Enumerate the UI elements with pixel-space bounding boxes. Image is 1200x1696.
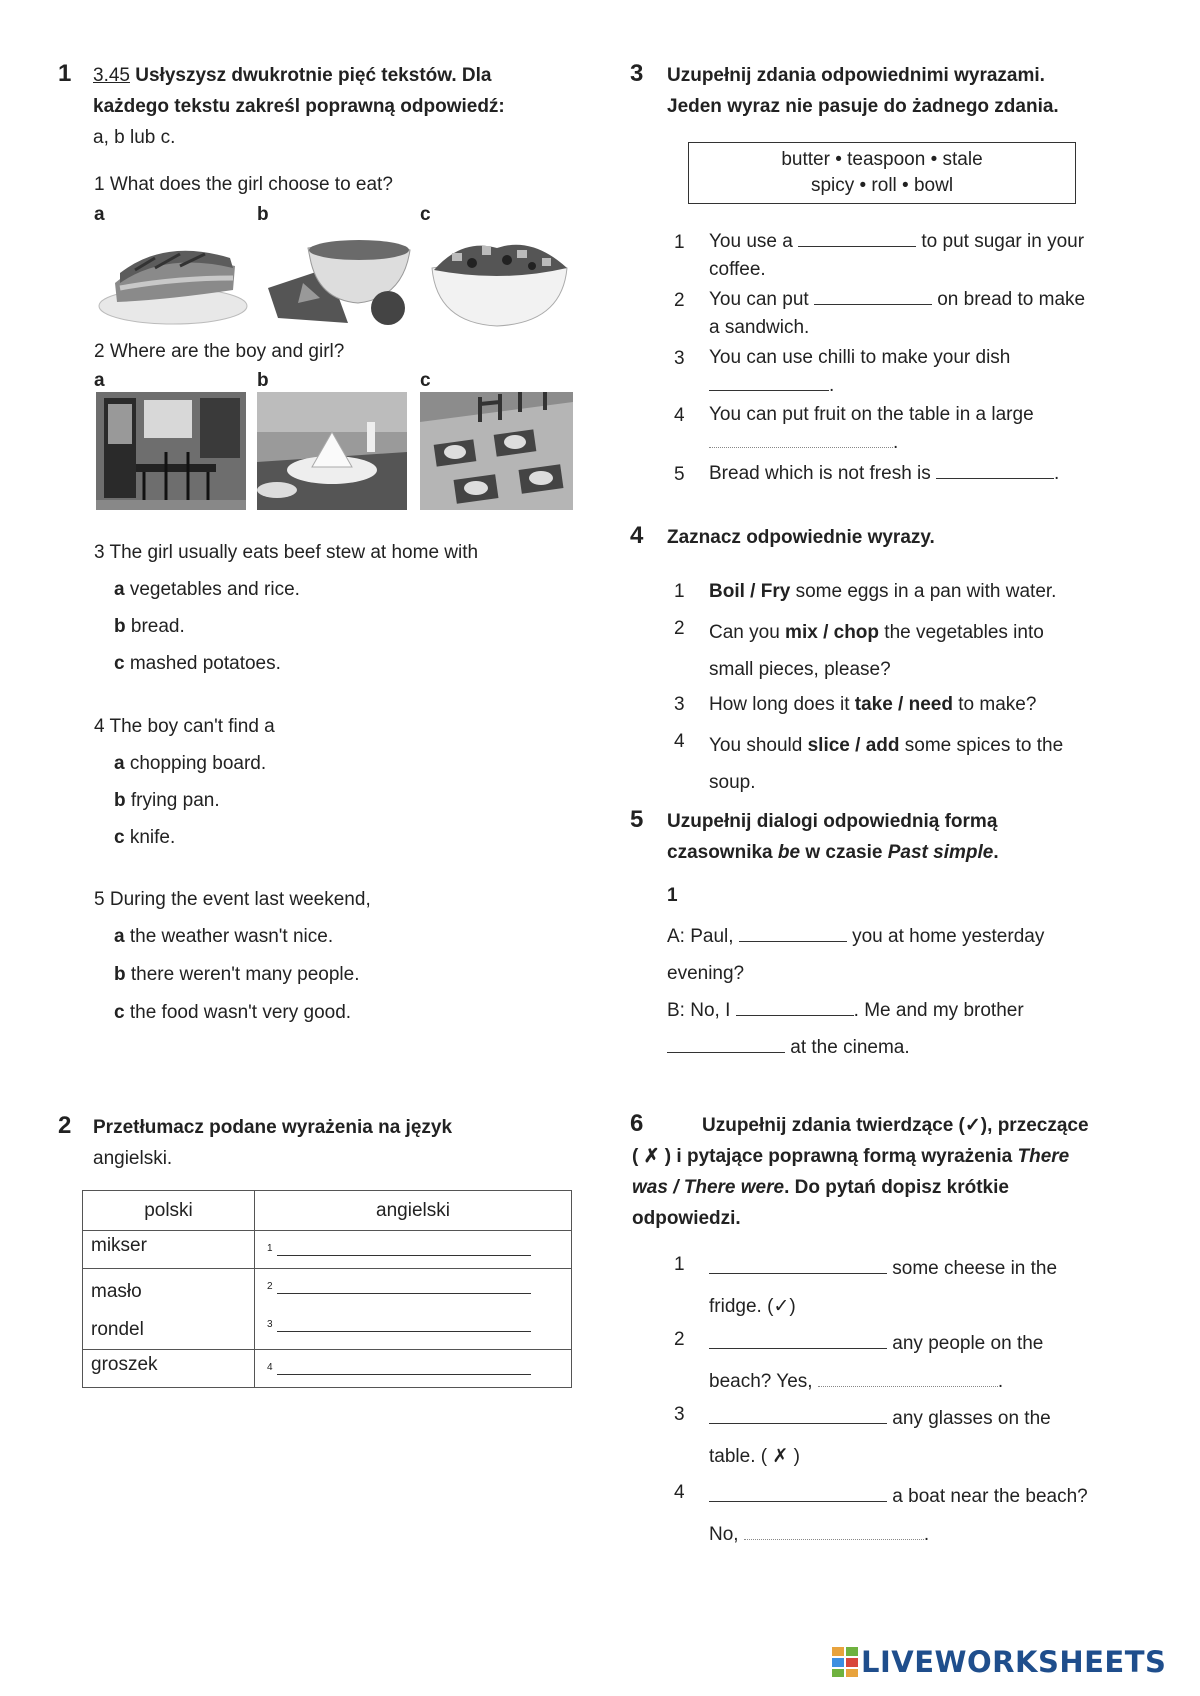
sentence-choice-4: You should slice / add some spices to the soup.: [709, 735, 1064, 793]
item-number: 2: [674, 618, 685, 639]
question-5-stem: 5 During the event last weekend,: [94, 889, 371, 910]
option-label: c: [420, 370, 431, 391]
answer-cell[interactable]: [255, 1350, 572, 1388]
logo-grid-icon: [832, 1647, 858, 1677]
sentence-choice-3: How long does it take / need to make?: [709, 694, 1037, 715]
column-header-english: angielski: [255, 1191, 572, 1231]
word-choice[interactable]: mix / chop: [785, 622, 880, 643]
exercise-6-number: 6: [630, 1110, 644, 1137]
option-label: b: [257, 204, 269, 225]
blank-input[interactable]: [709, 1255, 887, 1274]
question-1-text: 1 What does the girl choose to eat?: [94, 174, 393, 195]
kitchen-photo[interactable]: [96, 392, 246, 510]
sentence-6-4: a boat near the beach? No, .: [709, 1478, 1169, 1554]
instruction-line: a, b lub c.: [93, 127, 176, 148]
item-number: 4: [674, 731, 685, 752]
polish-word: groszek: [83, 1350, 255, 1388]
question-2-text: 2 Where are the boy and girl?: [94, 341, 345, 362]
option-5b[interactable]: b there weren't many people.: [114, 964, 360, 985]
answer-number: 2: [267, 1281, 273, 1292]
short-answer-blank[interactable]: [744, 1521, 924, 1540]
instruction-line: Uzupełnij zdania odpowiednimi wyrazami.: [667, 65, 1045, 86]
question-3-stem: 3 The girl usually eats beef stew at home with: [94, 542, 479, 563]
answer-line[interactable]: [277, 1255, 531, 1256]
item-number: 5: [674, 464, 685, 485]
exercise-5-instruction: Uzupełnij dialogi odpowiednią formą czasownika be w czasie Past simple.: [667, 811, 999, 863]
question-4-stem: 4 The boy can't find a: [94, 716, 275, 737]
blank-input[interactable]: [709, 429, 893, 448]
exercise-5-number: 5: [630, 806, 644, 833]
instruction-line: Usłyszysz dwukrotnie pięć tekstów. Dla: [135, 65, 492, 86]
liveworksheets-logo: [832, 1642, 1166, 1682]
option-label: a: [94, 204, 105, 225]
track-number: 3.45: [93, 65, 130, 86]
answer-line[interactable]: [277, 1331, 531, 1332]
option-3a[interactable]: a vegetables and rice.: [114, 579, 300, 600]
option-4a[interactable]: a chopping board.: [114, 753, 267, 774]
blank-input[interactable]: [814, 286, 932, 305]
instruction-line: Uzupełnij zdania twierdzące (✓), przeczące: [702, 1115, 1089, 1136]
option-5a[interactable]: a the weather wasn't nice.: [114, 926, 334, 947]
blank-input[interactable]: [709, 1330, 887, 1349]
blank-input[interactable]: [736, 997, 854, 1016]
exercise-2-instruction: [93, 1112, 553, 1174]
item-number: 4: [674, 1482, 685, 1503]
item-number: 2: [674, 1329, 685, 1350]
answer-line[interactable]: [277, 1293, 531, 1294]
restaurant-table-photo[interactable]: [257, 392, 407, 510]
blank-input[interactable]: [798, 228, 916, 247]
blank-input[interactable]: [936, 460, 1054, 479]
polish-word-rondel: rondel: [91, 1319, 144, 1340]
sentence-6-3: any glasses on the table. ( ✗ ): [709, 1400, 1169, 1476]
polish-word: [83, 1269, 255, 1350]
instruction-line: angielski.: [93, 1148, 173, 1169]
option-label: a: [94, 370, 105, 391]
word-choice[interactable]: Boil / Fry: [709, 581, 791, 602]
dialog-number: 1: [667, 885, 678, 906]
exercise-6-instruction: Uzupełnij zdania twierdzące (✓), przeczące ( ✗ ) i pytające poprawną formą wyrażenia There was / There were. Do pytań dopisz krótkie odpowiedzi.: [632, 1115, 1089, 1229]
answer-cell[interactable]: [255, 1269, 572, 1350]
answer-number: 4: [267, 1362, 273, 1373]
exercise-1-instruction: [93, 60, 593, 153]
word-choice[interactable]: slice / add: [807, 735, 900, 756]
sentence-6-1: some cheese in the fridge. (✓): [709, 1250, 1169, 1326]
sentence-2: You can put on bread to make a sandwich.: [709, 286, 1149, 342]
option-5c[interactable]: c the food wasn't very good.: [114, 1002, 352, 1023]
option-label: b: [257, 370, 269, 391]
item-number: 3: [674, 1404, 685, 1425]
instruction-line: Jeden wyraz nie pasuje do żadnego zdania.: [667, 96, 1059, 117]
translation-table: [82, 1190, 572, 1388]
item-number: 1: [674, 1254, 685, 1275]
item-number: 4: [674, 405, 685, 426]
polish-word-maslo: masło: [91, 1281, 142, 1302]
polish-word: mikser: [83, 1231, 255, 1269]
blank-input[interactable]: [739, 923, 847, 942]
instruction-line: Przetłumacz podane wyrażenia na język: [93, 1117, 453, 1138]
exercise-2-number: 2: [58, 1112, 72, 1139]
logo-text: LIVEWORKSHEETS: [861, 1645, 1167, 1679]
item-number: 1: [674, 581, 685, 602]
blank-input[interactable]: [709, 372, 829, 391]
sentence-choice-1: Boil / Fry some eggs in a pan with water.: [709, 581, 1057, 602]
blank-input[interactable]: [709, 1405, 887, 1424]
column-header-polish: polski: [83, 1191, 255, 1231]
soup-bowl-photo[interactable]: [258, 228, 413, 328]
option-3c[interactable]: c mashed potatoes.: [114, 653, 281, 674]
option-label: c: [420, 204, 431, 225]
exercise-4-instruction: Zaznacz odpowiednie wyrazy.: [667, 527, 935, 548]
word-bank-line: butter • teaspoon • stale: [781, 149, 983, 170]
sentence-choice-2: Can you mix / chop the vegetables into small pieces, please?: [709, 622, 1044, 680]
instruction-line: każdego tekstu zakreśl poprawną odpowiedź:: [93, 96, 505, 117]
sentence-1: You use a to put sugar in your coffee.: [709, 228, 1149, 284]
exercise-3-instruction: [667, 60, 1167, 122]
dining-table-photo[interactable]: [420, 392, 573, 510]
sandwich-photo[interactable]: [95, 228, 250, 328]
blank-input[interactable]: [667, 1034, 785, 1053]
sentence-3: You can use chilli to make your dish .: [709, 347, 1011, 396]
instruction-line: Uzupełnij dialogi odpowiednią formą: [667, 811, 998, 832]
sentence-4: You can put fruit on the table in a large .: [709, 404, 1034, 453]
salad-bowl-photo[interactable]: [422, 228, 572, 328]
answer-number: 3: [267, 1319, 273, 1330]
exercise-4-number: 4: [630, 522, 644, 549]
exercise-1-number: 1: [58, 60, 72, 87]
option-3b[interactable]: b bread.: [114, 616, 185, 637]
item-number: 3: [674, 348, 685, 369]
sentence-5: Bread which is not fresh is .: [709, 460, 1149, 488]
dialog-1: A: Paul, you at home yesterday evening? B: No, I . Me and my brother at the cinema.: [667, 918, 1147, 1066]
short-answer-blank[interactable]: [818, 1368, 998, 1387]
answer-number: 1: [267, 1243, 273, 1254]
instruction-line: odpowiedzi.: [632, 1208, 741, 1229]
item-number: 1: [674, 232, 685, 253]
word-choice[interactable]: take / need: [854, 694, 953, 715]
sentence-6-2: any people on the beach? Yes, .: [709, 1325, 1169, 1401]
exercise-3-number: 3: [630, 60, 644, 87]
word-bank-line: spicy • roll • bowl: [810, 175, 954, 196]
option-4b[interactable]: b frying pan.: [114, 790, 220, 811]
item-number: 2: [674, 290, 685, 311]
answer-cell[interactable]: [255, 1231, 572, 1269]
item-number: 3: [674, 694, 685, 715]
option-4c[interactable]: c knife.: [114, 827, 176, 848]
word-bank: [688, 142, 1076, 204]
answer-line[interactable]: [277, 1374, 531, 1375]
blank-input[interactable]: [709, 1483, 887, 1502]
